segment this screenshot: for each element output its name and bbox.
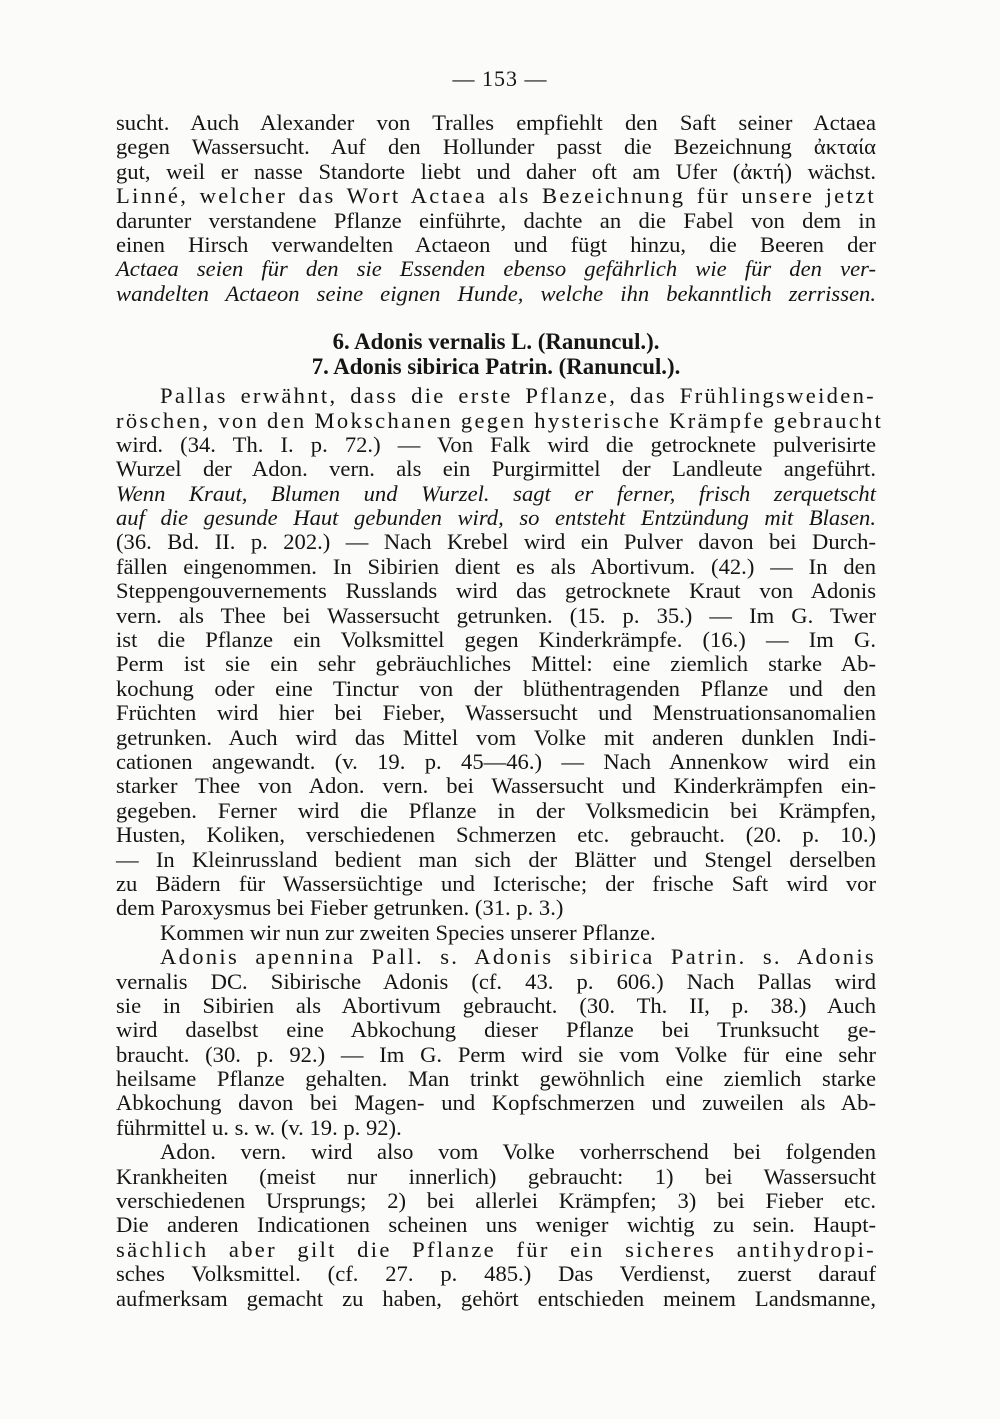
text-line: kochung oder eine Tinctur von der blüthentragenden Pflanze und den	[116, 675, 876, 701]
text-line: aufmerksam gemacht zu haben, gehört entschieden meinem Landsmanne,	[116, 1285, 876, 1311]
text-line: Adon. vern. wird also vom Volke vorherrschend bei folgenden	[160, 1139, 876, 1165]
section-heading: 7. Adonis sibirica Patrin. (Ranuncul.).	[311, 354, 681, 380]
text-line: braucht. (30. p. 92.) — Im G. Perm wird sie vom Volke für eine sehr	[116, 1041, 876, 1067]
text-line: Wurzel der Adon. vern. als ein Purgirmittel der Landleute angeführt.	[116, 456, 876, 482]
text-line: gegen Wassersucht. Auf den Hollunder passt die Bezeichnung ἀκταία	[116, 134, 876, 160]
text-line: Husten, Koliken, verschiedenen Schmerzen etc. gebraucht. (20. p. 10.)	[116, 822, 876, 848]
text-line: wird. (34. Th. I. p. 72.) — Von Falk wird die getrocknete pulverisirte	[116, 431, 876, 457]
text-line: gegeben. Ferner wird die Pflanze in der Volksmedicin bei Krämpfen,	[116, 797, 876, 823]
text-line: Perm ist sie ein sehr gebräuchliches Mittel: eine ziemlich starke Ab-	[116, 651, 876, 677]
text-line: wird daselbst eine Abkochung dieser Pflanze bei Trunksucht ge-	[116, 1017, 876, 1043]
text-line: — In Kleinrussland bedient man sich der Blätter und Stengel derselben	[116, 846, 876, 872]
text-line: zu Bädern für Wassersüchtige und Icterische; der frische Saft wird vor	[116, 870, 876, 896]
text-line: Steppengouvernements Russlands wird das getrocknete Kraut von Adonis	[116, 578, 876, 604]
text-line: Die anderen Indicationen scheinen uns weniger wichtig zu sein. Haupt-	[116, 1212, 876, 1238]
text-line: gut, weil er nasse Standorte liebt und daher oft am Ufer (ἀκτή) wächst.	[116, 158, 876, 184]
text-line: Krankheiten (meist nur innerlich) gebraucht: 1) bei Wassersucht	[116, 1163, 876, 1189]
section-heading: 6. Adonis vernalis L. (Ranuncul.).	[332, 329, 660, 355]
text-line: darunter verstandene Pflanze einführte, dachte an die Fabel von dem in	[116, 207, 876, 233]
text-line-italic: wandelten Actaeon seine eignen Hunde, welche ihn bekanntlich zerrissen.	[116, 280, 876, 306]
text-line: verschiedenen Ursprungs; 2) bei allerlei Krämpfen; 3) bei Fieber etc.	[116, 1188, 876, 1214]
paragraph-species-intro: Kommen wir nun zur zweiten Species unserer Pflanze.	[160, 919, 656, 945]
text-line: sucht. Auch Alexander von Tralles empfiehlt den Saft seiner Actaea	[116, 110, 876, 135]
text-line: fällen eingenommen. In Sibirien dient es als Abortivum. (42.) — In den	[116, 553, 876, 579]
paragraph-adonis-sibirica	[116, 945, 876, 1140]
text-line: Früchten wird hier bei Fieber, Wassersucht und Menstruationsanomalien	[116, 700, 876, 726]
text-line: Linné, welcher das Wort Actaea als Bezeichnung für unsere jetzt	[116, 183, 876, 209]
text-line: starker Thee von Adon. vern. bei Wassersucht und Kinderkrämpfen ein-	[116, 773, 876, 799]
text-line: röschen, von den Mokschanen gegen hysterische Krämpfe gebraucht	[116, 407, 884, 433]
paragraph-summary	[116, 1140, 876, 1311]
text-line: Adonis apennina Pall. s. Adonis sibirica Patrin. s. Adonis	[160, 944, 876, 970]
page-body	[116, 110, 884, 1311]
text-line: cationen angewandt. (v. 19. p. 45—46.) — Nach Annenkow wird ein	[116, 748, 876, 774]
text-line: führmittel u. s. w. (v. 19. p. 92).	[116, 1114, 402, 1140]
text-line: Abkochung davon bei Magen- und Kopfschmerzen und zuweilen als Ab-	[116, 1090, 876, 1116]
paragraph-adonis-vernalis	[116, 383, 884, 921]
text-line: Pallas erwähnt, dass die erste Pflanze, das Frühlingsweiden-	[160, 383, 876, 409]
text-line-italic: auf die gesunde Haut gebunden wird, so entsteht Entzündung mit Blasen.	[116, 505, 876, 531]
text-line-italic: Actaea seien für den sie Essenden ebenso gefährlich wie für den ver-	[116, 256, 876, 282]
text-line: sie in Sibirien als Abortivum gebraucht. (30. Th. II, p. 38.) Auch	[116, 992, 876, 1018]
text-line: vern. als Thee bei Wassersucht getrunken. (15. p. 35.) — Im G. Twer	[116, 602, 876, 628]
text-line: (36. Bd. II. p. 202.) — Nach Krebel wird ein Pulver davon bei Durch-	[116, 529, 876, 555]
text-line: getrunken. Auch wird das Mittel vom Volke mit anderen dunklen Indi-	[116, 724, 876, 750]
text-line: einen Hirsch verwandelten Actaeon und fügt hinzu, die Beeren der	[116, 231, 876, 257]
text-line: heilsame Pflanze gehalten. Man trinkt gewöhnlich eine ziemlich starke	[116, 1066, 876, 1092]
text-line: sächlich aber gilt die Pflanze für ein sicheres antihydropi-	[116, 1236, 876, 1262]
text-line: sches Volksmittel. (cf. 27. p. 485.) Das Verdienst, zuerst darauf	[116, 1261, 876, 1287]
text-line: ist die Pflanze ein Volksmittel gegen Kinderkrämpfe. (16.) — Im G.	[116, 627, 876, 653]
paragraph-actaea	[116, 111, 876, 306]
text-line-italic: Wenn Kraut, Blumen und Wurzel. sagt er ferner, frisch zerquetscht	[116, 480, 876, 506]
text-line: vernalis DC. Sibirische Adonis (cf. 43. p. 606.) Nach Pallas wird	[116, 968, 876, 994]
page-number: — 153 —	[452, 66, 548, 91]
text-line: dem Paroxysmus bei Fieber getrunken. (31. p. 3.)	[116, 895, 564, 921]
